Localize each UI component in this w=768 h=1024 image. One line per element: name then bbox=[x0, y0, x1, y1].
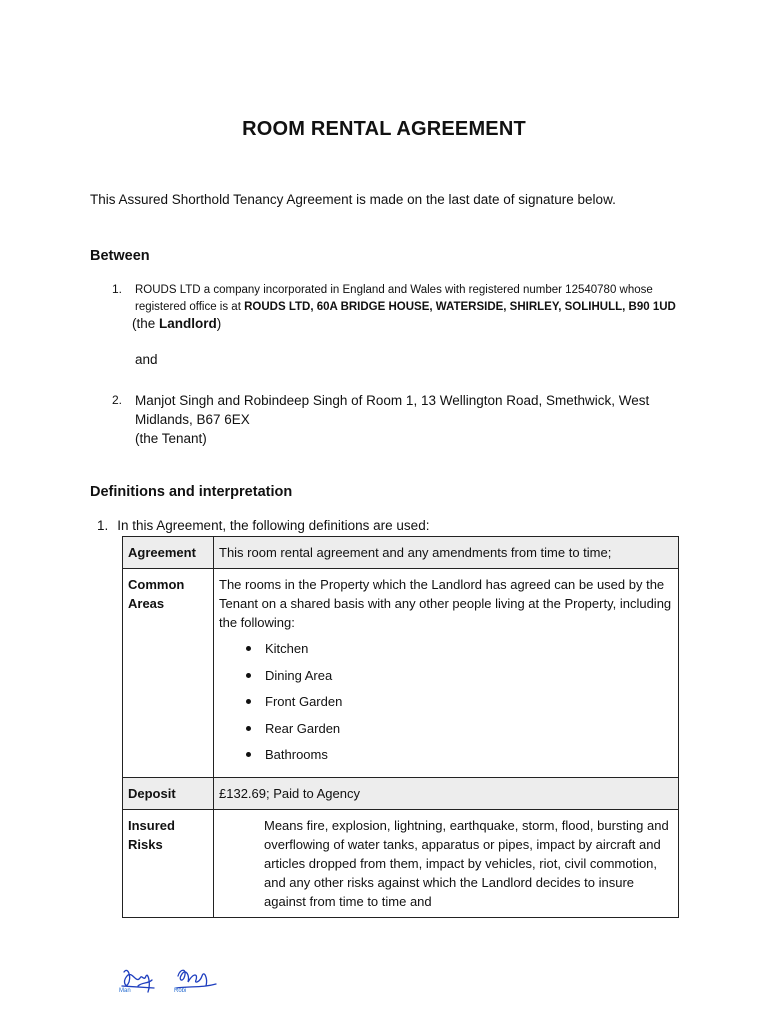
definitions-heading: Definitions and interpretation bbox=[90, 484, 293, 500]
landlord-role-suffix: ) bbox=[216, 316, 222, 331]
intro-text: This Assured Shorthold Tenancy Agreement is made on the last date of signature below. bbox=[90, 192, 616, 207]
landlord-role bbox=[132, 316, 221, 331]
term-cell: Deposit bbox=[123, 777, 214, 809]
insured-risks-definition: Means fire, explosion, lightning, earthquake, storm, flood, bursting and overflowing of water tanks, apparatus or pipes, impact by aircraft and articles dropped from them, impact by vehicles, riot, civil commotion, and any other risks against which the Landlord decides to insure against from time to time and bbox=[264, 817, 669, 909]
list-item: Rear Garden bbox=[219, 718, 673, 745]
tenant-role: (the Tenant) bbox=[135, 431, 207, 446]
definition-cell bbox=[214, 809, 679, 917]
landlord-role-prefix: (the bbox=[132, 316, 160, 331]
list-item: Bathrooms bbox=[219, 744, 673, 771]
party2-line2: Midlands, B67 6EX bbox=[135, 412, 250, 427]
list-item: Kitchen bbox=[219, 638, 673, 665]
party2-text bbox=[135, 391, 675, 448]
document-title: ROOM RENTAL AGREEMENT bbox=[242, 118, 526, 140]
list-item: Dining Area bbox=[219, 665, 673, 692]
signature-label: Robi bbox=[174, 988, 187, 994]
landlord-role-label: Landlord bbox=[159, 316, 217, 331]
term-line: Risks bbox=[128, 836, 163, 852]
definition-cell bbox=[214, 569, 679, 778]
term-cell bbox=[123, 809, 214, 917]
party2-number: 2. bbox=[112, 393, 123, 407]
term-line: Common bbox=[128, 577, 185, 592]
definition-cell: £132.69; Paid to Agency bbox=[214, 777, 679, 809]
table-row bbox=[123, 809, 679, 917]
table-row bbox=[123, 569, 679, 778]
term-line: Areas bbox=[128, 596, 165, 611]
party1-text bbox=[135, 282, 695, 315]
definitions-intro-text: In this Agreement, the following definitions are used: bbox=[117, 518, 430, 533]
term-line: Insured bbox=[128, 817, 175, 833]
party2-line1: Manjot Singh and Robindeep Singh of Room 1, 13 Wellington Road, Smethwick, West bbox=[135, 393, 650, 408]
signature-label: Man bbox=[119, 988, 131, 994]
party1-address: ROUDS LTD, 60A BRIDGE HOUSE, WATERSIDE, SHIRLEY, SOLIHULL, B90 1UD bbox=[244, 300, 676, 313]
definitions-intro bbox=[97, 518, 429, 533]
common-areas-definition: The rooms in the Property which the Landlord has agreed can be used by the Tenant on a shared basis with any other people living at the Property, including the following: bbox=[219, 577, 672, 630]
party1-description: ROUDS LTD a company incorporated in England and Wales with registered number 12540780 whose registered office is at bbox=[135, 284, 653, 313]
definition-cell: This room rental agreement and any amendments from time to time; bbox=[214, 537, 679, 569]
common-areas-list bbox=[219, 638, 673, 771]
between-heading: Between bbox=[90, 248, 150, 264]
term-cell: Agreement bbox=[123, 537, 214, 569]
definitions-table bbox=[122, 536, 679, 918]
list-item: Front Garden bbox=[219, 691, 673, 718]
table-row bbox=[123, 537, 679, 569]
and-text: and bbox=[135, 352, 158, 367]
table-row bbox=[123, 777, 679, 809]
definitions-intro-number: 1. bbox=[97, 518, 109, 533]
party1-number: 1. bbox=[112, 282, 123, 296]
term-cell bbox=[123, 569, 214, 778]
